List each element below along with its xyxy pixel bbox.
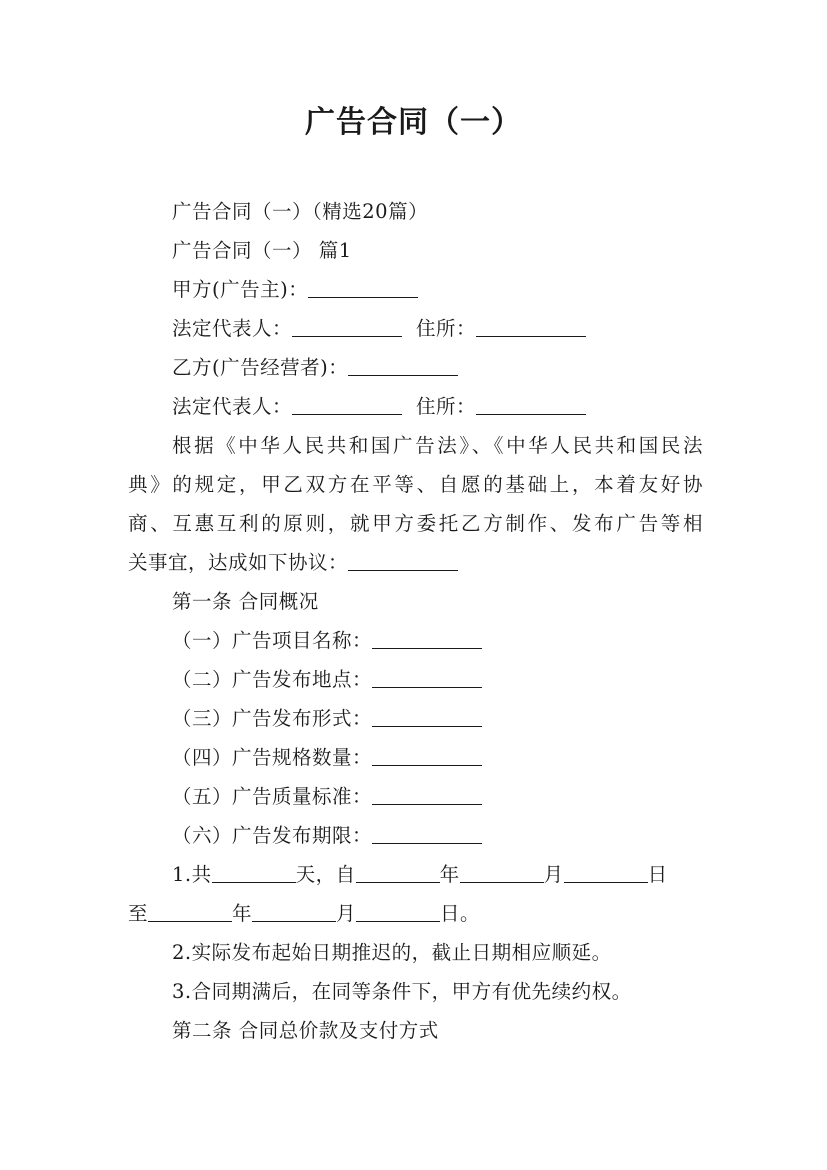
start-month-blank xyxy=(460,860,544,883)
address-blank xyxy=(476,392,586,415)
clause-item xyxy=(128,777,703,816)
period-day-text: 天，自 xyxy=(295,863,356,886)
item-3: 3.合同期满后，在同等条件下，甲方有优先续约权。 xyxy=(172,980,632,1003)
party-a-blank xyxy=(308,275,418,298)
clause-item-label: （五）广告质量标准： xyxy=(172,785,373,808)
party-a-line xyxy=(128,270,703,309)
preamble-blank xyxy=(348,548,458,571)
party-b-line xyxy=(128,348,703,387)
clause-item xyxy=(128,621,703,660)
days-blank xyxy=(212,860,296,883)
preamble-line: 根据《中华人民共和国广告法》、《中华人民共和国民法 xyxy=(172,434,703,457)
clause-1-title: 第一条 合同概况 xyxy=(172,590,319,613)
period-month-text: 月 xyxy=(543,863,564,886)
document-title: 广告合同（一） xyxy=(305,105,522,140)
clause-item xyxy=(128,660,703,699)
clause-item xyxy=(128,699,703,738)
legal-rep-blank xyxy=(292,314,402,337)
party-b-label: 乙方(广告经营者)： xyxy=(172,356,349,379)
clause-item-label: （四）广告规格数量： xyxy=(172,746,373,769)
end-month-blank xyxy=(252,899,336,922)
legal-rep-label: 法定代表人： xyxy=(172,395,293,418)
period-date-text: 日。 xyxy=(440,902,481,925)
document-body xyxy=(128,192,703,1050)
legal-rep-label: 法定代表人： xyxy=(172,317,293,340)
period-prefix: 1.共 xyxy=(172,863,212,886)
clause-item-blank xyxy=(372,626,482,649)
subtitle: 广告合同（一）（精选20篇） xyxy=(172,200,429,223)
item-2: 2.实际发布起始日期推迟的，截止日期相应顺延。 xyxy=(172,941,612,964)
party-a-label: 甲方(广告主)： xyxy=(172,278,309,301)
article-heading: 广告合同（一） 篇1 xyxy=(172,239,352,262)
start-date-blank xyxy=(564,860,648,883)
clause-item xyxy=(128,738,703,777)
period-line-2 xyxy=(128,894,703,933)
party-b-rep-line xyxy=(128,387,703,426)
period-line-1 xyxy=(128,855,703,894)
start-year-blank xyxy=(356,860,440,883)
period-year-text: 年 xyxy=(232,902,253,925)
preamble-line: 商、互惠互利的原则，就甲方委托乙方制作、发布广告等相 xyxy=(128,512,703,535)
clause-item-blank xyxy=(372,743,482,766)
end-year-blank xyxy=(148,899,232,922)
clause-item-label: （三）广告发布形式： xyxy=(172,707,373,730)
clause-item xyxy=(128,816,703,855)
legal-rep-blank xyxy=(292,392,402,415)
clause-item-label: （一）广告项目名称： xyxy=(172,629,373,652)
preamble-line: 典》的规定，甲乙双方在平等、自愿的基础上，本着友好协 xyxy=(128,473,703,496)
address-label: 住所： xyxy=(416,395,477,418)
period-prefix: 至 xyxy=(128,902,149,925)
address-label: 住所： xyxy=(416,317,477,340)
clause-item-blank xyxy=(372,821,482,844)
clause-item-blank xyxy=(372,704,482,727)
period-date-text: 日 xyxy=(647,863,668,886)
period-month-text: 月 xyxy=(336,902,357,925)
preamble-last-line xyxy=(128,543,703,582)
clause-item-blank xyxy=(372,782,482,805)
address-blank xyxy=(476,314,586,337)
party-a-rep-line xyxy=(128,309,703,348)
clause-2-title: 第二条 合同总价款及支付方式 xyxy=(172,1019,439,1042)
clause-item-label: （二）广告发布地点： xyxy=(172,668,373,691)
clause-item-label: （六）广告发布期限： xyxy=(172,824,373,847)
period-year-text: 年 xyxy=(439,863,460,886)
party-b-blank xyxy=(348,353,458,376)
end-date-blank xyxy=(356,899,440,922)
preamble-last-text: 关事宜，达成如下协议： xyxy=(128,551,349,574)
clause-item-blank xyxy=(372,665,482,688)
